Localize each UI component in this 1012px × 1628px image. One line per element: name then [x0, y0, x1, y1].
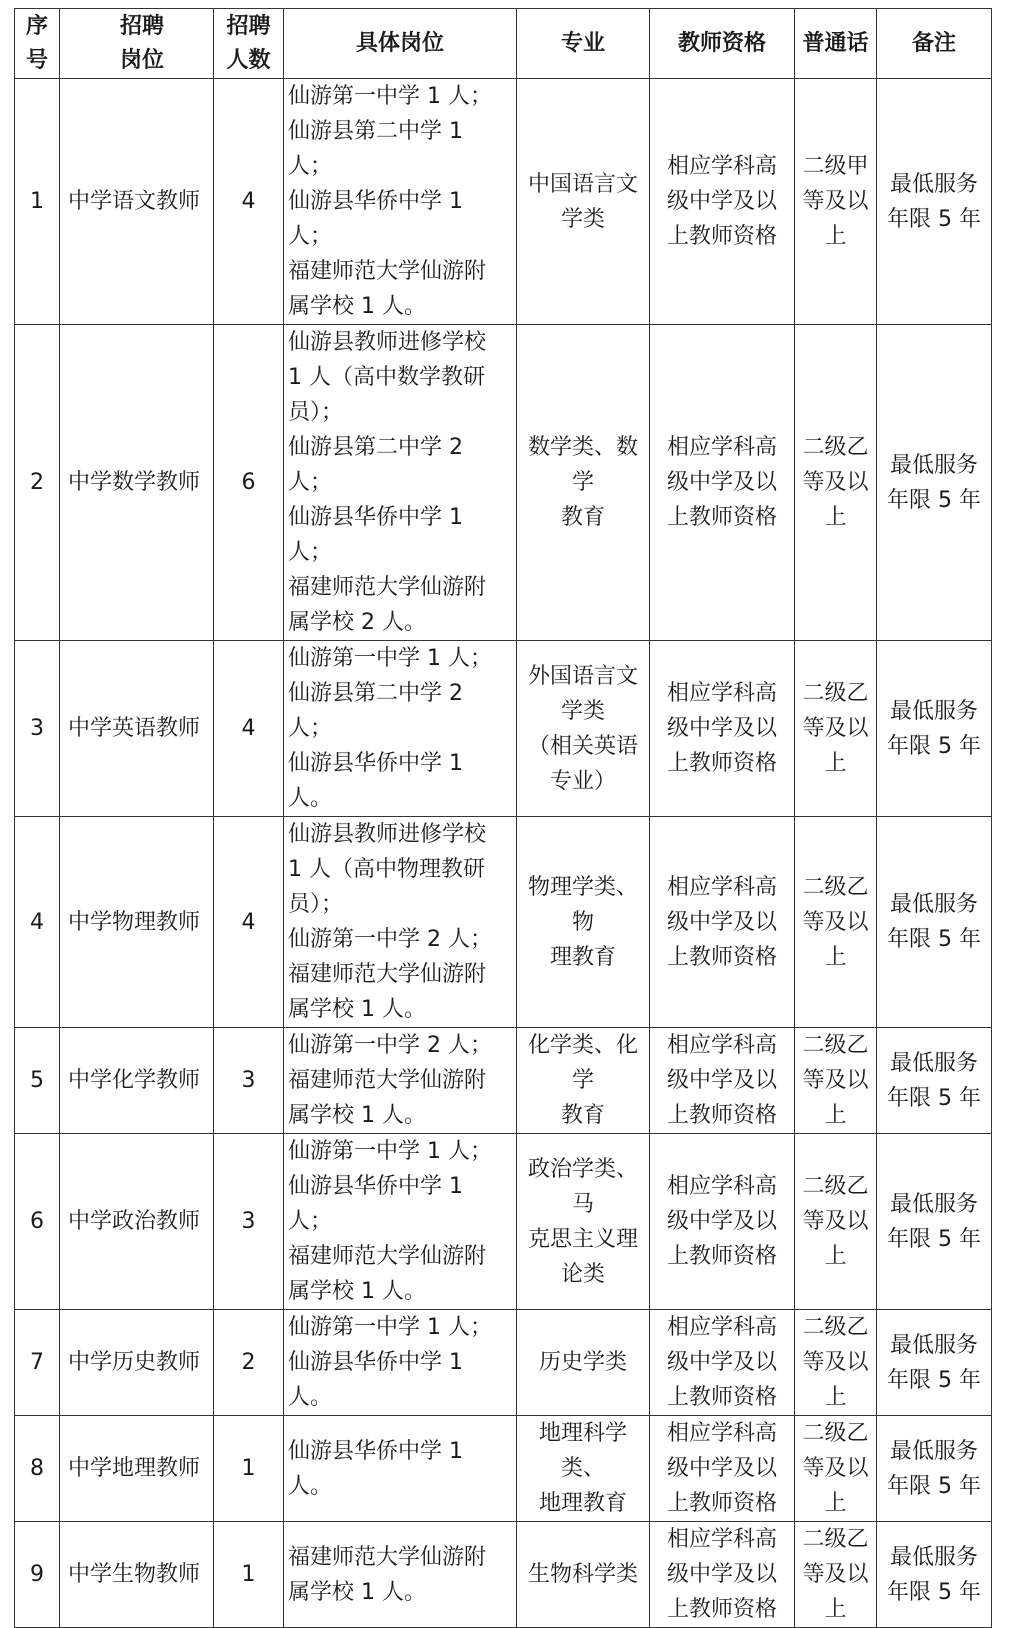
specific-line: 仙游县华侨中学 1 人。 — [288, 1438, 463, 1499]
cell-mandarin — [795, 79, 877, 325]
major-line: 中国语言文 — [527, 171, 638, 197]
cell-position: 中学生物教师 — [60, 1522, 214, 1628]
qualification-line: 级中学及以 — [666, 716, 777, 741]
qualification-line: 级中学及以 — [666, 1350, 777, 1375]
remarks-line: 年限 5 年 — [887, 206, 981, 232]
specific-line: 属学校 1 人。 — [288, 294, 426, 319]
cell-position: 中学数学教师 — [60, 325, 214, 641]
cell-major — [517, 1310, 650, 1416]
cell-qualification — [650, 1028, 795, 1134]
major-line: 外国语言文 — [527, 663, 638, 689]
mandarin-line: 二级乙 — [802, 1527, 869, 1552]
mandarin-line: 上 — [824, 944, 847, 970]
cell-qualification — [650, 641, 795, 817]
header-qualification: 教师资格 — [650, 9, 795, 79]
specific-line: 属学校 1 人。 — [288, 997, 426, 1022]
table-row — [15, 1134, 992, 1310]
specific-line: 仙游第一中学 1 人； — [288, 646, 492, 671]
specific-line: 福建师范大学仙游附 — [288, 575, 487, 600]
cell-qualification — [650, 79, 795, 325]
qualification-line: 相应学科高 — [666, 1315, 777, 1340]
cell-qualification — [650, 1134, 795, 1310]
cell-mandarin — [795, 641, 877, 817]
cell-index: 2 — [15, 325, 60, 641]
qualification-line: 上教师资格 — [666, 944, 777, 970]
remarks-line: 年限 5 年 — [887, 733, 981, 759]
remarks-line: 最低服务 — [889, 171, 978, 197]
cell-position: 中学政治教师 — [60, 1134, 214, 1310]
cell-major — [517, 325, 650, 641]
cell-qualification — [650, 1416, 795, 1522]
mandarin-line: 上 — [824, 751, 847, 776]
specific-line: 属学校 1 人。 — [288, 1279, 426, 1304]
qualification-line: 上教师资格 — [666, 751, 777, 776]
mandarin-line: 等及以 — [802, 909, 869, 935]
major-line: 生物科学类 — [527, 1562, 638, 1587]
table-body — [15, 79, 992, 1628]
qualification-line: 相应学科高 — [666, 874, 777, 900]
major-line: 论类 — [560, 1261, 605, 1287]
mandarin-line: 二级乙 — [802, 1174, 869, 1199]
remarks-line: 最低服务 — [889, 452, 978, 478]
mandarin-line: 等及以 — [802, 716, 869, 741]
cell-mandarin — [795, 1522, 877, 1628]
header-major: 专业 — [517, 9, 650, 79]
specific-line: 属学校 1 人。 — [288, 1579, 426, 1605]
specific-line: 仙游县华侨中学 1 人； — [288, 1174, 463, 1234]
cell-count: 6 — [214, 325, 284, 641]
cell-index: 4 — [15, 817, 60, 1028]
major-line: 学类 — [560, 698, 605, 724]
cell-specific — [284, 641, 517, 817]
header-remarks: 备注 — [877, 9, 992, 79]
cell-remarks — [877, 641, 992, 817]
cell-count: 3 — [214, 1134, 284, 1310]
qualification-line: 相应学科高 — [666, 154, 777, 179]
major-line: 政治学类、马 — [527, 1156, 638, 1217]
cell-major — [517, 1416, 650, 1522]
cell-specific — [284, 1310, 517, 1416]
major-line: 化学类、化学 — [527, 1033, 638, 1093]
remarks-line: 最低服务 — [889, 1191, 978, 1217]
mandarin-line: 上 — [824, 224, 847, 249]
cell-major — [517, 1028, 650, 1134]
cell-index: 9 — [15, 1522, 60, 1628]
qualification-line: 级中学及以 — [666, 1456, 777, 1481]
header-specific: 具体岗位 — [284, 9, 517, 79]
qualification-line: 级中学及以 — [666, 470, 777, 495]
major-line: 数学类、数学 — [527, 435, 638, 495]
mandarin-line: 上 — [824, 1385, 847, 1410]
qualification-line: 相应学科高 — [666, 435, 777, 460]
remarks-line: 年限 5 年 — [887, 1367, 981, 1393]
cell-count: 2 — [214, 1310, 284, 1416]
specific-line: 仙游第一中学 1 人； — [288, 84, 492, 109]
cell-specific — [284, 79, 517, 325]
mandarin-line: 上 — [824, 505, 847, 530]
cell-mandarin — [795, 1028, 877, 1134]
qualification-line: 相应学科高 — [666, 1174, 777, 1199]
cell-specific — [284, 325, 517, 641]
specific-line: 属学校 1 人。 — [288, 1103, 426, 1128]
header-row — [15, 9, 992, 79]
remarks-line: 最低服务 — [889, 1050, 978, 1076]
cell-qualification — [650, 1522, 795, 1628]
cell-position: 中学化学教师 — [60, 1028, 214, 1134]
cell-mandarin — [795, 817, 877, 1028]
mandarin-line: 二级乙 — [802, 1421, 869, 1446]
major-line: 学类 — [560, 206, 605, 232]
remarks-line: 年限 5 年 — [887, 1579, 981, 1605]
remarks-line: 年限 5 年 — [887, 927, 981, 952]
mandarin-line: 等及以 — [802, 1562, 869, 1587]
specific-line: 1 人（高中数学教研 — [288, 365, 485, 390]
cell-specific — [284, 1522, 517, 1628]
remarks-line: 最低服务 — [889, 698, 978, 724]
cell-remarks — [877, 1134, 992, 1310]
table-row — [15, 325, 992, 641]
mandarin-line: 上 — [824, 1597, 847, 1622]
specific-line: 仙游县第二中学 2 人； — [288, 435, 463, 495]
major-line: 专业） — [549, 768, 616, 794]
mandarin-line: 二级乙 — [802, 1315, 869, 1340]
cell-index: 1 — [15, 79, 60, 325]
specific-line: 员）； — [288, 400, 344, 425]
cell-index: 7 — [15, 1310, 60, 1416]
mandarin-line: 上 — [824, 1244, 847, 1269]
header-position: 招聘 岗位 — [60, 9, 214, 79]
qualification-line: 上教师资格 — [666, 505, 777, 530]
cell-count: 4 — [214, 641, 284, 817]
mandarin-line: 等及以 — [802, 1068, 869, 1093]
mandarin-line: 等及以 — [802, 1209, 869, 1234]
remarks-line: 最低服务 — [889, 892, 978, 917]
cell-position: 中学英语教师 — [60, 641, 214, 817]
cell-position: 中学物理教师 — [60, 817, 214, 1028]
cell-specific — [284, 1416, 517, 1522]
mandarin-line: 等及以 — [802, 470, 869, 495]
recruitment-table — [14, 8, 992, 1628]
cell-remarks — [877, 325, 992, 641]
qualification-line: 相应学科高 — [666, 1421, 777, 1446]
cell-mandarin — [795, 1134, 877, 1310]
cell-qualification — [650, 1310, 795, 1416]
major-line: 教育 — [560, 505, 605, 530]
mandarin-line: 二级乙 — [802, 1033, 869, 1058]
qualification-line: 上教师资格 — [666, 224, 777, 249]
major-line: 地理科学类、 — [538, 1421, 627, 1481]
mandarin-line: 二级甲 — [802, 154, 869, 179]
cell-count: 3 — [214, 1028, 284, 1134]
cell-specific — [284, 817, 517, 1028]
specific-line: 仙游第一中学 1 人； — [288, 1139, 492, 1164]
qualification-line: 级中学及以 — [666, 909, 777, 935]
specific-line: 福建师范大学仙游附 — [288, 259, 487, 284]
cell-mandarin — [795, 325, 877, 641]
major-line: 地理教育 — [538, 1491, 627, 1516]
major-line: 克思主义理 — [527, 1226, 638, 1252]
table-row — [15, 817, 992, 1028]
cell-remarks — [877, 79, 992, 325]
specific-line: 仙游县第二中学 1 人； — [288, 119, 463, 179]
cell-specific — [284, 1028, 517, 1134]
cell-qualification — [650, 325, 795, 641]
table-row — [15, 79, 992, 325]
specific-line: 福建师范大学仙游附 — [288, 1068, 487, 1093]
remarks-line: 最低服务 — [889, 1438, 978, 1464]
cell-index: 3 — [15, 641, 60, 817]
major-line: （相关英语 — [527, 733, 638, 759]
mandarin-line: 二级乙 — [802, 681, 869, 706]
cell-position: 中学语文教师 — [60, 79, 214, 325]
remarks-line: 年限 5 年 — [887, 1473, 981, 1499]
table-row — [15, 1028, 992, 1134]
cell-index: 8 — [15, 1416, 60, 1522]
mandarin-line: 二级乙 — [802, 874, 869, 900]
specific-line: 福建师范大学仙游附 — [288, 1244, 487, 1269]
mandarin-line: 等及以 — [802, 189, 869, 214]
specific-line: 1 人（高中物理教研 — [288, 857, 485, 882]
cell-remarks — [877, 1028, 992, 1134]
qualification-line: 相应学科高 — [666, 1527, 777, 1552]
remarks-line: 年限 5 年 — [887, 1085, 981, 1111]
specific-line: 福建师范大学仙游附 — [288, 962, 487, 987]
specific-line: 仙游县华侨中学 1 人； — [288, 505, 463, 565]
qualification-line: 上教师资格 — [666, 1103, 777, 1128]
remarks-line: 年限 5 年 — [887, 487, 981, 513]
mandarin-line: 等及以 — [802, 1456, 869, 1481]
qualification-line: 上教师资格 — [666, 1597, 777, 1622]
cell-index: 5 — [15, 1028, 60, 1134]
qualification-line: 级中学及以 — [666, 189, 777, 214]
cell-mandarin — [795, 1416, 877, 1522]
cell-major — [517, 1522, 650, 1628]
cell-remarks — [877, 1416, 992, 1522]
cell-count: 1 — [214, 1522, 284, 1628]
header-index: 序 号 — [15, 9, 60, 79]
specific-line: 仙游县教师进修学校 — [288, 822, 487, 847]
major-line: 历史学类 — [538, 1350, 627, 1375]
cell-remarks — [877, 1522, 992, 1628]
header-count: 招聘 人数 — [214, 9, 284, 79]
cell-remarks — [877, 817, 992, 1028]
table-row — [15, 1310, 992, 1416]
cell-remarks — [877, 1310, 992, 1416]
specific-line: 仙游县华侨中学 1 人。 — [288, 751, 463, 811]
cell-specific — [284, 1134, 517, 1310]
mandarin-line: 上 — [824, 1491, 847, 1516]
header-mandarin: 普通话 — [795, 9, 877, 79]
specific-line: 员）； — [288, 892, 344, 917]
specific-line: 仙游县华侨中学 1 人。 — [288, 1350, 463, 1410]
qualification-line: 上教师资格 — [666, 1244, 777, 1269]
cell-position: 中学历史教师 — [60, 1310, 214, 1416]
mandarin-line: 上 — [824, 1103, 847, 1128]
specific-line: 属学校 2 人。 — [288, 610, 426, 635]
remarks-line: 最低服务 — [889, 1332, 978, 1358]
specific-line: 仙游县第二中学 2 人； — [288, 681, 463, 741]
specific-line: 仙游县华侨中学 1 人； — [288, 189, 463, 249]
qualification-line: 相应学科高 — [666, 681, 777, 706]
major-line: 理教育 — [549, 944, 616, 970]
cell-major — [517, 817, 650, 1028]
qualification-line: 相应学科高 — [666, 1033, 777, 1058]
cell-mandarin — [795, 1310, 877, 1416]
cell-count: 4 — [214, 79, 284, 325]
qualification-line: 级中学及以 — [666, 1209, 777, 1234]
specific-line: 仙游第一中学 2 人； — [288, 927, 492, 952]
specific-line: 仙游第一中学 1 人； — [288, 1315, 492, 1340]
qualification-line: 上教师资格 — [666, 1385, 777, 1410]
mandarin-line: 二级乙 — [802, 435, 869, 460]
major-line: 物理学类、物 — [527, 874, 638, 935]
table-row — [15, 641, 992, 817]
qualification-line: 上教师资格 — [666, 1491, 777, 1516]
cell-count: 4 — [214, 817, 284, 1028]
qualification-line: 级中学及以 — [666, 1068, 777, 1093]
table-row — [15, 1522, 992, 1628]
specific-line: 仙游县教师进修学校 — [288, 330, 487, 355]
cell-position: 中学地理教师 — [60, 1416, 214, 1522]
cell-count: 1 — [214, 1416, 284, 1522]
specific-line: 仙游第一中学 2 人； — [288, 1033, 492, 1058]
remarks-line: 年限 5 年 — [887, 1226, 981, 1252]
major-line: 教育 — [560, 1103, 605, 1128]
mandarin-line: 等及以 — [802, 1350, 869, 1375]
remarks-line: 最低服务 — [889, 1544, 978, 1570]
table-row — [15, 1416, 992, 1522]
cell-major — [517, 641, 650, 817]
specific-line: 福建师范大学仙游附 — [288, 1544, 487, 1570]
cell-major — [517, 79, 650, 325]
cell-index: 6 — [15, 1134, 60, 1310]
qualification-line: 级中学及以 — [666, 1562, 777, 1587]
cell-major — [517, 1134, 650, 1310]
cell-qualification — [650, 817, 795, 1028]
